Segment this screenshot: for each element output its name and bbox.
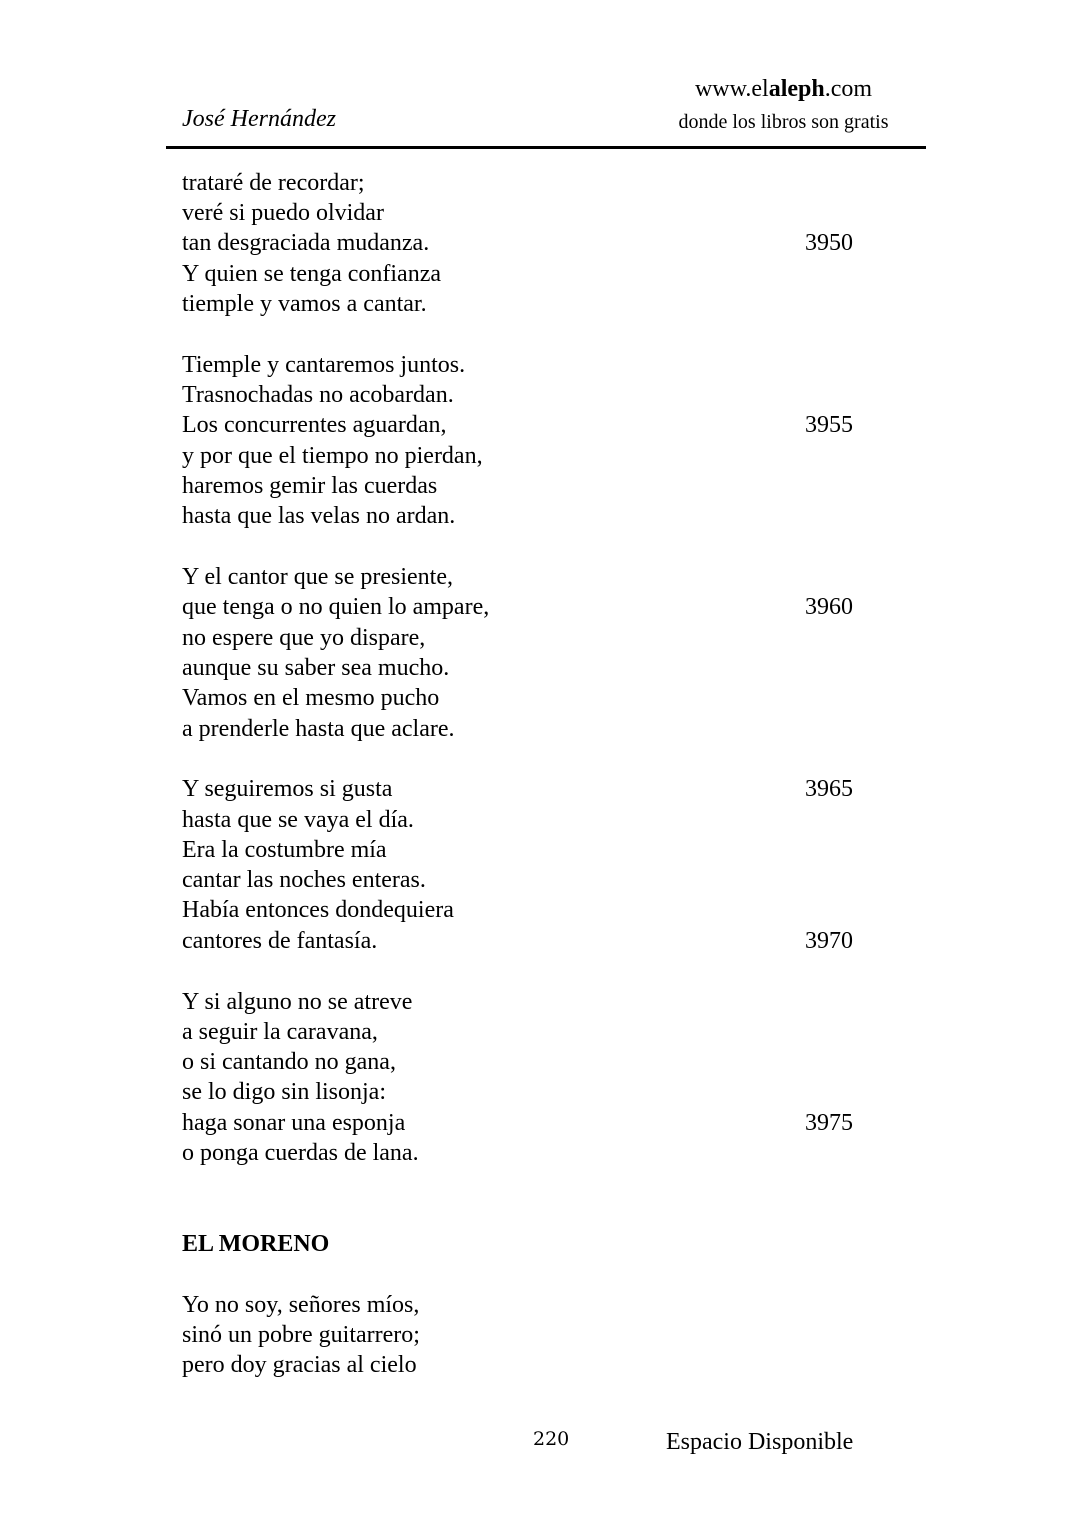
verse-line: haremos gemir las cuerdas (182, 473, 438, 499)
site-url-bold: aleph (768, 76, 825, 102)
verse-number: 3955 (805, 412, 853, 438)
verse-number: 3975 (805, 1110, 853, 1136)
verse-line: y por que el tiempo no pierdan, (182, 443, 483, 469)
verse-line: pero doy gracias al cielo (182, 1352, 417, 1378)
verse-line: a seguir la caravana, (182, 1019, 378, 1045)
verse-line: Era la costumbre mía (182, 837, 387, 863)
page-number: 220 (533, 1428, 570, 1450)
verse-number: 3965 (805, 776, 853, 802)
verse-line: hasta que las velas no ardan. (182, 503, 456, 529)
verse-line: tiemple y vamos a cantar. (182, 291, 427, 317)
verse-line: Tiemple y cantaremos juntos. (182, 352, 466, 378)
site-tagline: donde los libros son gratis (678, 111, 889, 133)
verse-line: Yo no soy, señores míos, (182, 1292, 420, 1318)
verse-line: Los concurrentes aguardan, (182, 412, 447, 438)
verse-line: Vamos en el mesmo pucho (182, 685, 440, 711)
verse-line: sinó un pobre guitarrero; (182, 1322, 420, 1348)
author-name: José Hernández (182, 106, 336, 132)
verse-line: cantar las noches enteras. (182, 867, 426, 893)
verse-line: o si cantando no gana, (182, 1049, 396, 1075)
verse-line: haga sonar una esponja (182, 1110, 406, 1136)
verse-line: Había entonces dondequiera (182, 897, 454, 923)
verse-line: tan desgraciada mudanza. (182, 230, 430, 256)
verse-line: hasta que se vaya el día. (182, 807, 414, 833)
footer-note: Espacio Disponible (666, 1429, 854, 1455)
verse-number: 3950 (805, 230, 853, 256)
verse-number: 3960 (805, 594, 853, 620)
verse-line: aunque su saber sea mucho. (182, 655, 450, 681)
verse-line: Y el cantor que se presiente, (182, 564, 453, 590)
verse-line: Y quien se tenga confianza (182, 261, 441, 287)
verse-line: se lo digo sin lisonja: (182, 1079, 386, 1105)
verse-line: que tenga o no quien lo ampare, (182, 594, 490, 620)
verse-line: veré si puedo olvidar (182, 200, 384, 226)
verse-line: cantores de fantasía. (182, 928, 378, 954)
site-url-suffix: .com (824, 76, 873, 102)
section-title: EL MORENO (182, 1231, 330, 1257)
verse-line: Trasnochadas no acobardan. (182, 382, 454, 408)
header-divider (166, 146, 926, 149)
verse-number: 3970 (805, 928, 853, 954)
site-url (640, 74, 927, 104)
verse-line: trataré de recordar; (182, 170, 365, 196)
verse-line: Y si alguno no se atreve (182, 989, 413, 1015)
verse-line: o ponga cuerdas de lana. (182, 1140, 419, 1166)
site-url-prefix: www.el (694, 76, 769, 102)
verse-line: a prenderle hasta que aclare. (182, 716, 455, 742)
verse-line: Y seguiremos si gusta (182, 776, 393, 802)
verse-line: no espere que yo dispare, (182, 625, 426, 651)
